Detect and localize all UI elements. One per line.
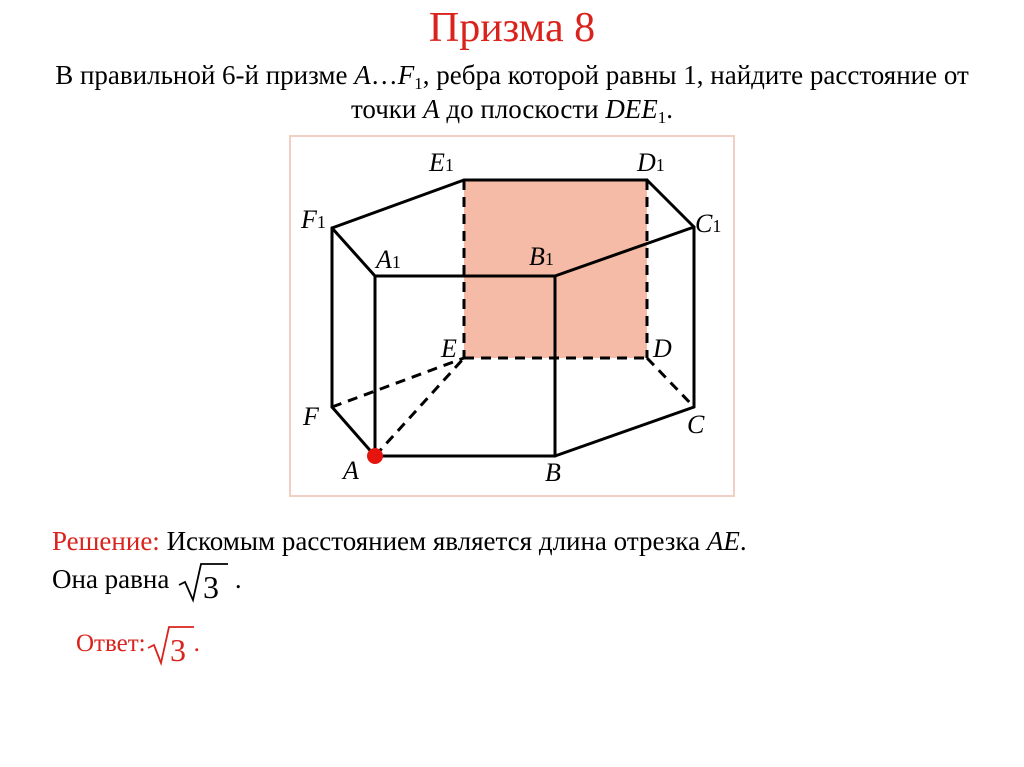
- answer-period: .: [193, 630, 200, 657]
- solution-line2-end: .: [234, 564, 242, 594]
- segment-name: AE: [706, 526, 740, 556]
- answer-label: Ответ:: [76, 630, 146, 657]
- answer-block: [76, 622, 200, 666]
- problem-text-4: .: [666, 94, 674, 124]
- sqrt-symbol: [176, 561, 228, 603]
- prism-figure: [289, 135, 735, 497]
- solution-line2-text: Она равна: [52, 564, 177, 594]
- edge-d1c1: [647, 180, 694, 227]
- ellipsis: …: [370, 60, 398, 90]
- label-e1: E1: [429, 148, 454, 177]
- answer-sqrt-symbol: [146, 624, 194, 666]
- problem-text-2: , ребра которой равны 1, найдите расстояние от точки: [350, 60, 969, 124]
- edge-a1f1: [332, 228, 375, 276]
- plane-sub: 1: [657, 108, 667, 127]
- label-d: D: [653, 334, 672, 363]
- sqrt-radicand: 3: [203, 568, 220, 603]
- label-c1: C1: [695, 209, 722, 238]
- label-b: B: [545, 458, 561, 487]
- edge-fe: [332, 358, 464, 407]
- slide-title: Призма 8: [428, 5, 596, 51]
- solution-block: [52, 522, 982, 603]
- solution-line-2: [52, 560, 982, 603]
- edge-bc: [555, 407, 694, 456]
- segment-ae: [375, 358, 464, 456]
- edge-fa: [332, 407, 375, 456]
- point-name: A: [423, 94, 440, 124]
- prism-end: F: [397, 60, 415, 90]
- solution-label: Решение:: [52, 526, 160, 556]
- plane-name: DEE: [605, 94, 658, 124]
- prism-start: A: [354, 60, 371, 90]
- label-e: E: [441, 334, 457, 363]
- prism-end-sub: 1: [414, 74, 423, 93]
- solution-period: .: [739, 526, 747, 556]
- edge-f1e1: [332, 180, 464, 228]
- label-b1: B1: [529, 242, 554, 271]
- problem-text-1: В правильной 6-й призме: [55, 60, 355, 90]
- point-a-marker: [367, 448, 383, 464]
- problem-statement: [40, 58, 984, 126]
- answer-value: 3: [169, 632, 186, 667]
- label-a1: A1: [376, 245, 401, 274]
- label-f1: F1: [301, 205, 326, 234]
- label-d1: D1: [637, 148, 665, 177]
- problem-text-3: до плоскости: [439, 94, 606, 124]
- label-c: C: [687, 410, 705, 439]
- label-f: F: [303, 402, 319, 431]
- solution-line-1: [52, 522, 982, 560]
- edge-dc: [647, 358, 694, 407]
- solution-text: Искомым расстоянием является длина отрезка: [159, 526, 707, 556]
- label-a: A: [343, 456, 359, 485]
